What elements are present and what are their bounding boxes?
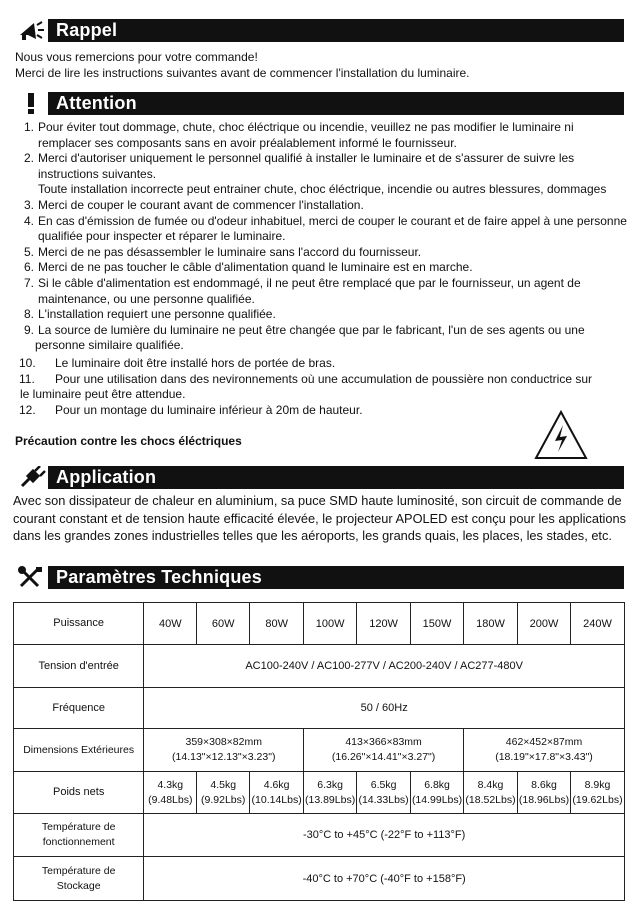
power-cell: 200W [518,603,571,645]
tension-value: AC100-240V / AC100-277V / AC200-240V / AC277-480V [144,645,625,688]
dimensions-cell: 413×366×83mm (16.26"×14.41"×3.27") [304,729,464,772]
temp-fonct-value: -30°C to +45°C (-22°F to +113°F) [144,814,625,857]
power-cell: 240W [570,603,624,645]
weight-cell: 4.5kg (9.92Lbs) [197,772,250,814]
precaution-label: Précaution contre les chocs éléctriques [15,434,242,448]
exclamation-icon [14,92,48,115]
table-row [14,772,625,814]
rappel-line-2: Merci de lire les instructions suivantes avant de commencer l'installation du luminaire. [15,66,470,80]
tools-icon [14,566,48,589]
power-cell: 40W [144,603,197,645]
list-item: 11. Pour une utilisation dans des nevironnements où une accumulation de poussière non conductrice sur le luminaire peut être attendue. [19,371,592,402]
table-row [14,814,625,857]
weight-cell: 6.8kg (14.99Lbs) [411,772,464,814]
horn-icon [14,19,48,42]
weight-cell: 4.6kg (10.14Lbs) [250,772,304,814]
temp-stock-value: -40°C to +70°C (-40°F to +158°F) [144,857,625,901]
rappel-line-1: Nous vous remercions pour votre commande! [15,50,258,64]
attention-list [15,120,627,418]
attention-title: Attention [56,93,137,113]
table-row [14,857,625,901]
list-item: 6. Merci de ne pas toucher le câble d'alimentation quand le luminaire est en marche. [23,260,473,275]
list-item: 4. En cas d'émission de fumée ou d'odeur inhabituel, merci de couper le courant et de faire appel à une personne qualifiée pour inspecter et réparer le luminaire. [23,213,627,244]
specs-title: Paramètres Techniques [56,567,262,587]
table-row [14,603,625,645]
rappel-title: Rappel [56,20,118,40]
weight-cell: 8.6kg (18.96Lbs) [518,772,571,814]
tension-label: Tension d'entrée [14,645,144,688]
frequence-label: Fréquence [14,688,144,729]
list-item: 3. Merci de couper le courant avant de commencer l'installation. [23,197,364,212]
puissance-label: Puissance [14,603,144,645]
attention-header [14,92,624,115]
application-title: Application [56,467,157,487]
power-cell: 60W [197,603,250,645]
list-item: 10. Le luminaire doit être installé hors de portée de bras. [19,355,336,370]
high-voltage-warning-icon [533,409,589,466]
list-item: 2. Merci d'autoriser uniquement le personnel qualifié à installer le luminaire et de s'assurer de suivre les instructions suivantes. Toute installation incorrecte peut entrainer chute, choc éléctrique, incendie ou autres blessures, dommages [23,151,607,197]
temp-stock-label: Température de Stockage [14,857,144,901]
list-item: 12. Pour un montage du luminaire inférieur à 20m de hauteur. [19,402,363,417]
temp-fonct-label: Température de fonctionnement [14,814,144,857]
table-row [14,688,625,729]
dimensions-label: Dimensions Extérieures [14,729,144,772]
application-header [14,466,624,489]
power-cell: 80W [250,603,304,645]
weight-cell: 8.9kg (19.62Lbs) [570,772,624,814]
plug-icon [14,466,48,489]
specs-header [14,566,624,589]
list-item: 7. Si le câble d'alimentation est endommagé, il ne peut être remplacé que par le fournisseur, un agent de maintenance, ou une personne qualifiée. [23,275,581,306]
dimensions-cell: 462×452×87mm (18.19"×17.8"×3.43") [464,729,625,772]
rappel-header [14,19,624,42]
list-item: 5. Merci de ne pas désassembler le luminaire sans l'accord du fournisseur. [23,244,422,259]
list-item: 1. Pour éviter tout dommage, chute, choc éléctrique ou incendie, veuillez ne pas modifier le luminaire ni remplacer ses composants sans en avoir préalablement informé le fournisseur. [23,120,574,150]
frequence-value: 50 / 60Hz [144,688,625,729]
weight-cell: 4.3kg (9.48Lbs) [144,772,197,814]
power-cell: 150W [411,603,464,645]
weight-cell: 8.4kg (18.52Lbs) [464,772,518,814]
dimensions-cell: 359×308×82mm (14.13"×12.13"×3.23") [144,729,304,772]
list-item: 8. L'installation requiert une personne qualifiée. [23,307,276,322]
weight-cell: 6.5kg (14.33Lbs) [357,772,411,814]
poids-label: Poids nets [14,772,144,814]
power-cell: 100W [304,603,357,645]
table-row [14,729,625,772]
specs-table [13,602,625,901]
power-cell: 120W [357,603,411,645]
application-text: Avec son dissipateur de chaleur en aluminium, sa puce SMD haute luminosité, son circuit de commande de courant constant et de tension haute efficacité élevée, le projecteur APOLED est conçu pour les applications dans les grandes zones industrielles telles que les aéroports, les grands quais, les places, les stades, etc. [13,493,626,543]
power-cell: 180W [464,603,518,645]
list-item: 9. La source de lumière du luminaire ne peut être changée que par le fabricant, l'un de ses agents ou une personne similaire qualifiée. [23,322,585,353]
table-row [14,645,625,688]
weight-cell: 6.3kg (13.89Lbs) [304,772,357,814]
